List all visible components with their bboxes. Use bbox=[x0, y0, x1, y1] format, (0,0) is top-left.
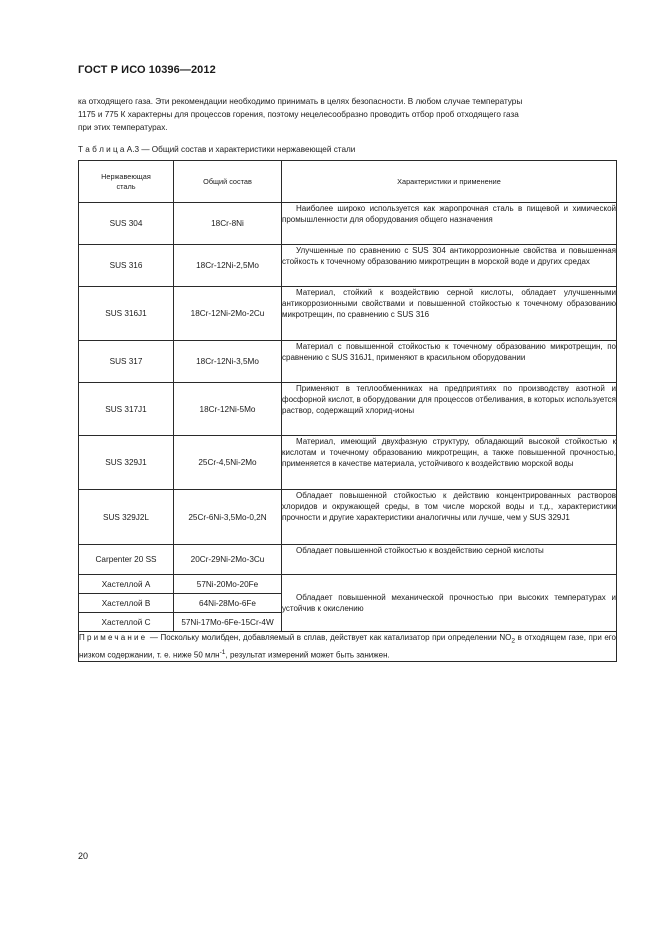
note-text: , результат измерений может быть занижен. bbox=[225, 650, 390, 660]
description-cell bbox=[282, 575, 617, 632]
composition-cell: 57Ni-17Mo-6Fe-15Cr-4W bbox=[174, 613, 282, 632]
description-text: Материал, стойкий к воздействию серной кислоты, обладает улучшенными антикоррозионными свойствами и повышенной стойкостью к точечному образованию микротрещин, по сравнению с SUS 316 bbox=[282, 288, 616, 319]
composition-cell: 25Cr-4,5Ni-2Mo bbox=[174, 436, 282, 490]
description-text: Применяют в теплообменниках на предприятиях по производству азотной и фосфорной кислот, в оборудовании для процессов отбеливания, в которых используется раствор, содержащий хлорид-ионы bbox=[282, 384, 616, 415]
grade-cell: SUS 316 bbox=[79, 245, 174, 287]
composition-cell: 18Cr-12Ni-5Mo bbox=[174, 383, 282, 436]
note-lead: Примечание bbox=[79, 633, 148, 642]
grade-cell: SUS 316J1 bbox=[79, 287, 174, 341]
composition-cell: 20Cr-29Ni-2Mo-3Cu bbox=[174, 545, 282, 575]
table-row bbox=[79, 575, 617, 594]
description-cell bbox=[282, 383, 617, 436]
description-cell bbox=[282, 341, 617, 383]
table-row bbox=[79, 436, 617, 490]
table-row bbox=[79, 203, 617, 245]
description-cell bbox=[282, 203, 617, 245]
composition-cell: 18Cr-12Ni-2,5Mo bbox=[174, 245, 282, 287]
header-characteristics: Характеристики и применение bbox=[282, 161, 617, 203]
intro-paragraph bbox=[78, 96, 615, 134]
grade-cell: Хастеллой A bbox=[79, 575, 174, 594]
description-cell bbox=[282, 245, 617, 287]
table-caption: Т а б л и ц а А.3 — Общий состав и характеристики нержавеющей стали bbox=[78, 145, 356, 154]
intro-line: ка отходящего газа. Эти рекомендации необходимо принимать в целях безопасности. В любом случае температуры bbox=[78, 97, 523, 106]
grade-cell: SUS 329J1 bbox=[79, 436, 174, 490]
table-row bbox=[79, 245, 617, 287]
composition-cell: 18Cr-12Ni-2Mo-2Cu bbox=[174, 287, 282, 341]
description-cell bbox=[282, 490, 617, 545]
header-grade bbox=[79, 161, 174, 203]
table-row bbox=[79, 287, 617, 341]
description-text: Обладает повышенной стойкостью к воздействию серной кислоты bbox=[296, 546, 544, 555]
description-text: Материал с повышенной стойкостью к точечному образованию микротрещин, по сравнению с SUS 316J1, применяют в красильном оборудовании bbox=[282, 342, 616, 362]
note-subscript: 2 bbox=[511, 637, 516, 645]
intro-line: 1175 и 775 К характерны для процессов горения, поэтому нецелесообразно проводить отбор проб отходящего газа bbox=[78, 109, 519, 119]
table-note-row bbox=[79, 632, 617, 662]
description-cell bbox=[282, 287, 617, 341]
description-text: Улучшенные по сравнению с SUS 304 антикоррозионные свойства и повышенная стойкость к точечному образованию микротрещин в морской воде и других средах bbox=[282, 246, 616, 266]
header-grade-line1: Нержавеющая bbox=[101, 171, 151, 181]
note-superscript: -1 bbox=[219, 649, 226, 657]
grade-cell: SUS 317J1 bbox=[79, 383, 174, 436]
description-text: Обладает повышенной стойкостью к действию концентрированных растворов хлоридов и окружающей среды, в том числе морской воды и т.д., характеристики прочности и другие характеристики аналогичны или лучше, чем у SUS 329J1 bbox=[282, 491, 616, 522]
table-note bbox=[79, 632, 617, 662]
description-cell bbox=[282, 545, 617, 575]
grade-cell: Хастеллой C bbox=[79, 613, 174, 632]
grade-cell: SUS 304 bbox=[79, 203, 174, 245]
page-number: 20 bbox=[78, 851, 89, 861]
table-row bbox=[79, 545, 617, 575]
note-text: — Поскольку молибден, добавляемый в сплав, действует как катализатор при определении NO bbox=[147, 633, 512, 642]
composition-cell: 64Ni-28Mo-6Fe bbox=[174, 594, 282, 613]
header-grade-line2: сталь bbox=[116, 181, 136, 191]
table-row bbox=[79, 341, 617, 383]
composition-cell: 25Cr-6Ni-3,5Mo-0,2N bbox=[174, 490, 282, 545]
description-cell bbox=[282, 436, 617, 490]
grade-cell: SUS 329J2L bbox=[79, 490, 174, 545]
composition-cell: 57Ni-20Mo-20Fe bbox=[174, 575, 282, 594]
description-text: Материал, имеющий двухфазную структуру, обладающий высокой стойкостью к кислотам и точечному образованию микротрещин, а также повышенной прочностью, применяется в качестве материала, устойчивого к воздействию морской воды bbox=[282, 437, 616, 468]
grade-cell: Carpenter 20 SS bbox=[79, 545, 174, 575]
grade-cell: Хастеллой B bbox=[79, 594, 174, 613]
grade-cell: SUS 317 bbox=[79, 341, 174, 383]
note-text: в отходящем газе, при его низком содержании, т. е. ниже 50 млн bbox=[79, 633, 617, 660]
table-row bbox=[79, 383, 617, 436]
intro-line: при этих температурах. bbox=[78, 122, 168, 132]
header-composition: Общий состав bbox=[174, 161, 282, 203]
steel-table bbox=[78, 160, 617, 662]
table-row bbox=[79, 490, 617, 545]
composition-cell: 18Cr-8Ni bbox=[174, 203, 282, 245]
document-header: ГОСТ Р ИСО 10396—2012 bbox=[78, 64, 216, 76]
composition-cell: 18Cr-12Ni-3,5Mo bbox=[174, 341, 282, 383]
description-text: Наиболее широко используется как жаропрочная сталь в пищевой и химической промышленности для оборудования общего назначения bbox=[282, 204, 616, 224]
table-header-row bbox=[79, 161, 617, 203]
description-text: Обладает повышенной механической прочностью при высоких температурах и устойчив к окислению bbox=[282, 593, 616, 613]
